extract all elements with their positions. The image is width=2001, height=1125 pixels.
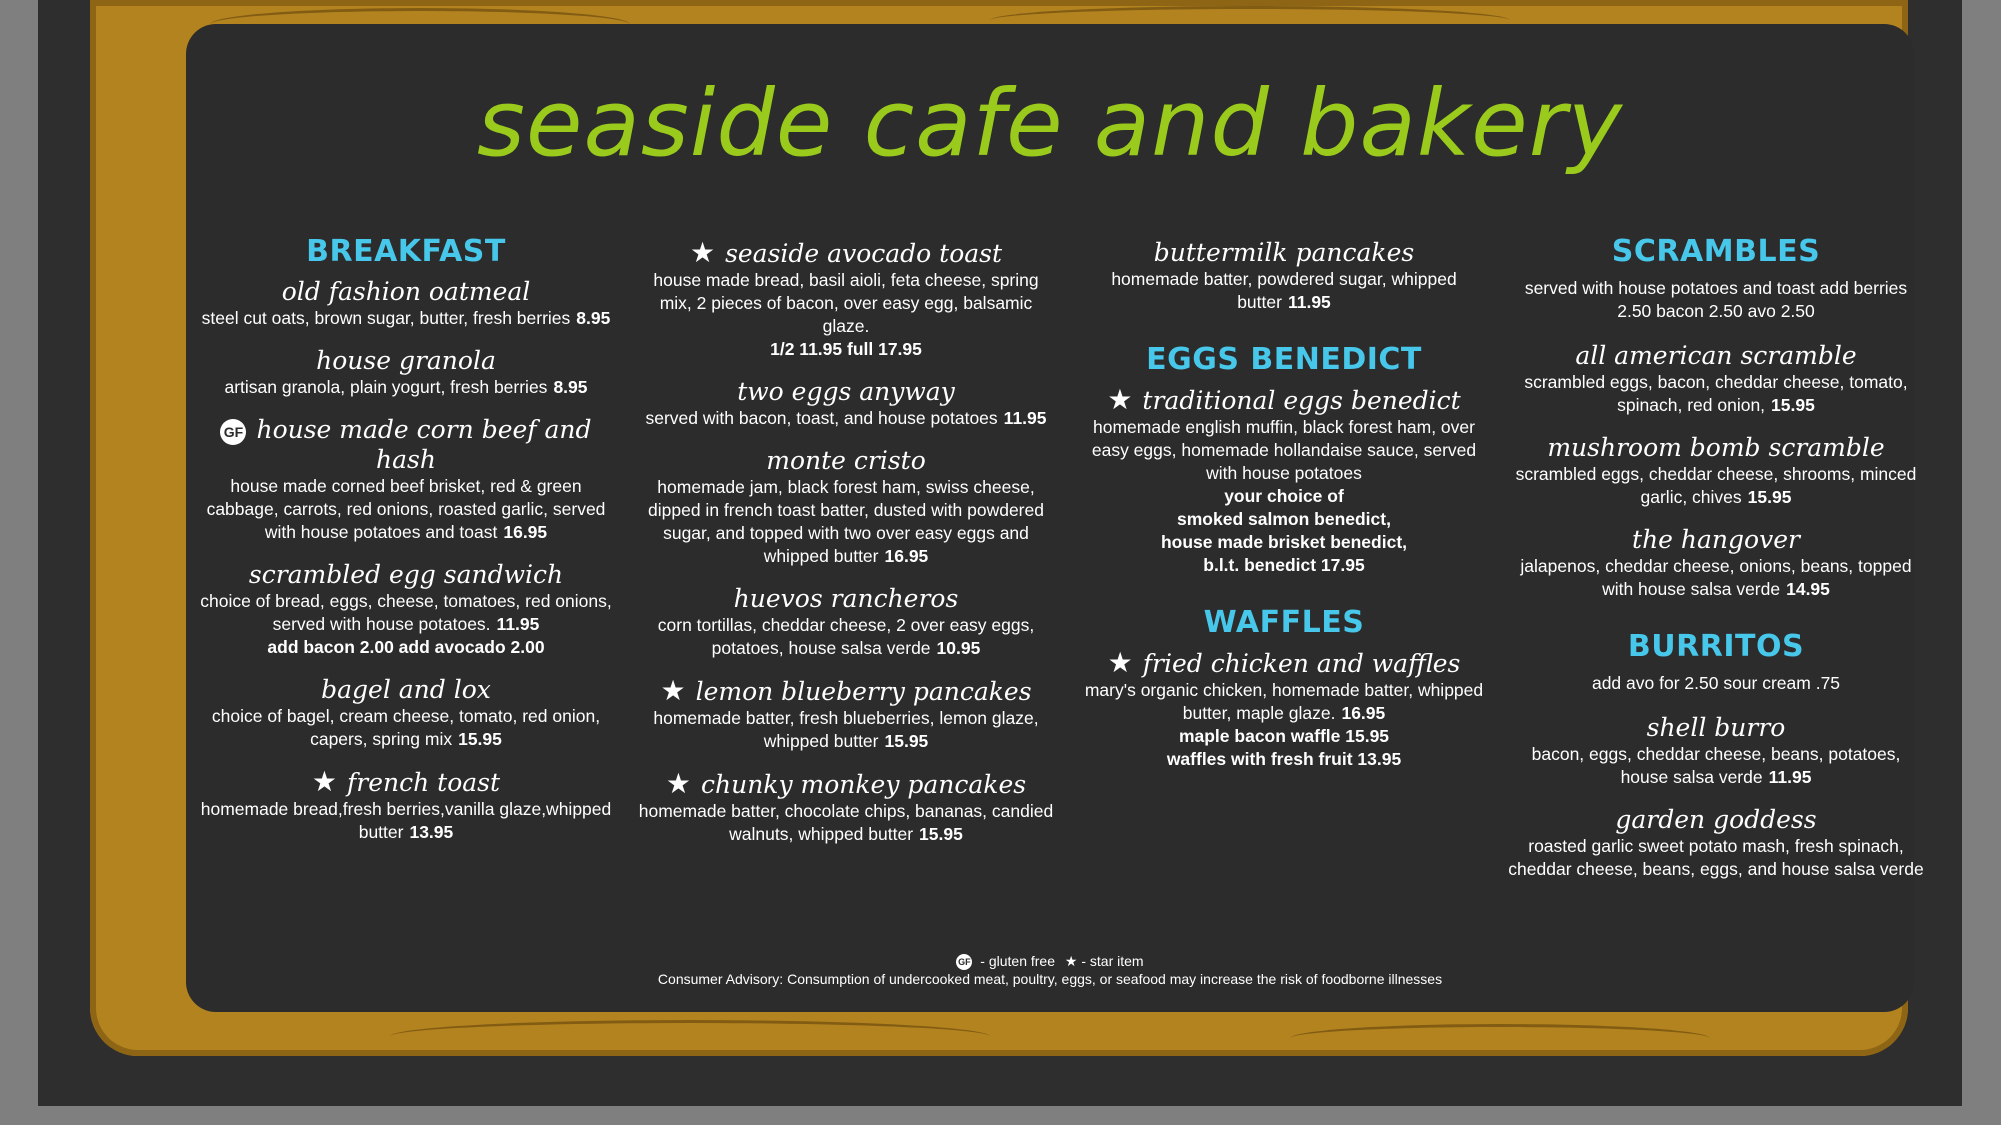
menu-item-price: 15.95 xyxy=(1771,395,1815,415)
menu-item-price: 14.95 xyxy=(1786,579,1830,599)
menu-section xyxy=(1074,605,1494,771)
star-icon: ★ xyxy=(660,674,686,707)
menu-item-description xyxy=(1506,555,1926,601)
menu-item-description xyxy=(196,376,616,399)
menu-item xyxy=(1506,525,1926,601)
menu-item xyxy=(1074,648,1494,771)
menu-item-description xyxy=(636,407,1056,430)
menu-item-name xyxy=(636,238,1056,269)
menu-item-price: 8.95 xyxy=(576,308,611,328)
menu-item-name xyxy=(1506,525,1926,555)
menu-item-price: 8.95 xyxy=(553,377,588,397)
menu-item xyxy=(196,767,616,844)
menu-footer xyxy=(186,952,1914,988)
menu-item-price: 15.95 xyxy=(458,729,502,749)
menu-item-price: 16.95 xyxy=(503,522,548,542)
section-note: add avo for 2.50 sour cream .75 xyxy=(1591,673,1841,693)
menu-item xyxy=(196,415,616,544)
menu-item-description xyxy=(636,614,1056,660)
menu-item xyxy=(196,675,616,751)
item-name-text: french toast xyxy=(347,768,501,797)
menu-item-name xyxy=(1074,238,1494,268)
menu-item-option: smoked salmon benedict, xyxy=(1177,509,1391,529)
menu-item-name xyxy=(196,346,616,376)
legend-gf-text: - gluten free xyxy=(980,953,1056,969)
menu-item xyxy=(1506,805,1926,881)
menu-item xyxy=(1506,341,1926,417)
menu-item-description xyxy=(1506,835,1926,881)
wood-grain xyxy=(390,1020,990,1053)
menu-item-description xyxy=(636,476,1056,568)
item-desc-text: mary's organic chicken, homemade batter, whipped butter, maple glaze. xyxy=(1084,680,1484,723)
menu-item-price: 10.95 xyxy=(936,638,981,658)
menu-item xyxy=(636,446,1056,568)
menu-item-option: b.l.t. benedict 17.95 xyxy=(1203,555,1365,575)
item-desc-text: homemade batter, powdered sugar, whipped butter xyxy=(1111,269,1457,312)
menu-section xyxy=(1074,238,1494,314)
menu-item-name xyxy=(196,675,616,705)
menu-item-description xyxy=(1074,268,1494,314)
menu-item-price: 11.95 xyxy=(1287,292,1331,312)
menu-section xyxy=(1074,342,1494,577)
menu-item xyxy=(636,377,1056,430)
item-name-text: lemon blueberry pancakes xyxy=(695,677,1032,706)
item-desc-text: house made bread, basil aioli, feta cheese, spring mix, 2 pieces of bacon, over easy egg, balsamic glaze. xyxy=(653,270,1039,336)
menu-column-2 xyxy=(636,238,1056,862)
star-icon: ★ xyxy=(665,767,691,800)
menu-item xyxy=(636,676,1056,753)
menu-item-name xyxy=(636,676,1056,707)
menu-item-description xyxy=(636,800,1056,846)
item-name-text: buttermilk pancakes xyxy=(1153,238,1415,267)
menu-item xyxy=(1074,238,1494,314)
item-name-text: scrambled egg sandwich xyxy=(248,560,564,589)
item-name-text: two eggs anyway xyxy=(737,377,955,406)
item-desc-text: homemade bread,fresh berries,vanilla glaze,whipped butter xyxy=(200,799,612,842)
menu-item-option: house made brisket benedict, xyxy=(1160,532,1408,552)
item-name-text: shell burro xyxy=(1646,713,1786,742)
wood-grain xyxy=(1290,1024,1710,1053)
item-desc-text: choice of bread, eggs, cheese, tomatoes, red onions, served with house potatoes. xyxy=(200,591,612,634)
menu-item-price: 11.95 xyxy=(1768,767,1812,787)
item-name-text: old fashion oatmeal xyxy=(281,277,531,306)
item-name-text: huevos rancheros xyxy=(733,584,959,613)
menu-item-price: 11.95 xyxy=(1003,408,1047,428)
menu-item-description xyxy=(1506,371,1926,417)
item-name-text: all american scramble xyxy=(1575,341,1857,370)
menu-item-addon: 1/2 11.95 full 17.95 xyxy=(770,339,922,359)
menu-item-description xyxy=(1506,463,1926,509)
menu-item-name xyxy=(196,767,616,798)
section-heading: WAFFLES xyxy=(1203,605,1365,640)
menu-item-name xyxy=(1074,385,1494,416)
menu-item-name xyxy=(636,446,1056,476)
menu-item-name xyxy=(1506,805,1926,835)
item-name-text: garden goddess xyxy=(1615,805,1817,834)
menu-item-description xyxy=(1074,416,1494,485)
item-desc-text: homemade batter, chocolate chips, bananas, candied walnuts, whipped butter xyxy=(638,801,1054,844)
menu-item-name xyxy=(636,584,1056,614)
star-icon: ★ xyxy=(311,765,338,798)
item-name-text: monte cristo xyxy=(766,446,926,475)
item-desc-text: steel cut oats, brown sugar, butter, fresh berries xyxy=(201,308,571,328)
menu-item-price: 15.95 xyxy=(884,731,929,751)
item-name-text: the hangover xyxy=(1632,525,1800,554)
menu-item-description xyxy=(636,707,1056,753)
menu-item-description xyxy=(196,590,616,636)
gluten-free-icon: GF xyxy=(220,419,246,445)
menu-item-price: 16.95 xyxy=(1341,703,1386,723)
section-note: served with house potatoes and toast add berries 2.50 bacon 2.50 avo 2.50 xyxy=(1524,278,1908,321)
menu-section xyxy=(196,234,616,844)
item-desc-text: house made corned beef brisket, red & green cabbage, carrots, red onions, roasted garlic, served with house potatoes and toast xyxy=(206,476,606,542)
star-icon: ★ xyxy=(1064,953,1078,969)
menu-page xyxy=(38,0,1962,1106)
menu-item xyxy=(1506,433,1926,509)
star-icon: ★ xyxy=(1107,383,1133,416)
menu-item-name xyxy=(196,277,616,307)
menu-item xyxy=(196,277,616,330)
menu-column-1 xyxy=(196,234,616,860)
menu-item-name xyxy=(1506,713,1926,743)
menu-item xyxy=(1074,385,1494,577)
menu-section xyxy=(1506,629,1926,881)
item-desc-text: homemade batter, fresh blueberries, lemon glaze, whipped butter xyxy=(653,708,1039,751)
star-icon: ★ xyxy=(1107,646,1133,679)
menu-item xyxy=(636,238,1056,361)
item-desc-text: choice of bagel, cream cheese, tomato, red onion, capers, spring mix xyxy=(211,706,601,749)
section-heading: SCRAMBLES xyxy=(1611,234,1821,269)
wooden-frame xyxy=(90,0,1924,1056)
item-name-text: chunky monkey pancakes xyxy=(701,770,1027,799)
menu-title: seaside cafe and bakery xyxy=(476,70,1624,177)
section-heading: EGGS BENEDICT xyxy=(1146,342,1422,377)
item-desc-text: jalapenos, cheddar cheese, onions, beans, topped with house salsa verde xyxy=(1520,556,1912,599)
menu-item-addon: add bacon 2.00 add avocado 2.00 xyxy=(267,637,545,657)
item-name-text: traditional eggs benedict xyxy=(1142,386,1461,415)
menu-item-name xyxy=(196,560,616,590)
menu-item-price: 15.95 xyxy=(1747,487,1792,507)
menu-column-3 xyxy=(1074,238,1494,787)
menu-item-name xyxy=(1506,433,1926,463)
consumer-advisory: Consumer Advisory: Consumption of undercooked meat, poultry, eggs, or seafood may increase the risk of foodborne illnesses xyxy=(657,971,1443,988)
item-desc-text: corn tortillas, cheddar cheese, 2 over easy eggs, potatoes, house salsa verde xyxy=(657,615,1035,658)
menu-column-4 xyxy=(1506,234,1926,897)
item-desc-text: served with bacon, toast, and house potatoes xyxy=(645,408,998,428)
menu-item-option: your choice of xyxy=(1224,486,1344,506)
star-icon: ★ xyxy=(689,236,716,269)
item-name-text: seaside avocado toast xyxy=(725,239,1003,268)
item-name-text: fried chicken and waffles xyxy=(1142,649,1461,678)
menu-item-name xyxy=(1506,341,1926,371)
menu-item-description xyxy=(196,307,616,330)
item-name-text: bagel and lox xyxy=(321,675,491,704)
menu-item-price: 15.95 xyxy=(919,824,963,844)
menu-item-description xyxy=(636,269,1056,338)
item-desc-text: scrambled eggs, bacon, cheddar cheese, tomato, spinach, red onion, xyxy=(1524,372,1908,415)
legend xyxy=(186,952,1914,970)
item-desc-text: homemade jam, black forest ham, swiss cheese, dipped in french toast batter, dusted with powdered sugar, and topped with two over easy eggs and whipped butter xyxy=(648,477,1044,566)
menu-item xyxy=(636,584,1056,660)
item-name-text: house granola xyxy=(316,346,496,375)
section-heading: BREAKFAST xyxy=(306,234,506,269)
menu-item-price: 13.95 xyxy=(409,822,454,842)
menu-item-option: maple bacon waffle 15.95 xyxy=(1178,726,1390,746)
menu-item-price: 11.95 xyxy=(496,614,540,634)
menu-item-description xyxy=(196,475,616,544)
item-desc-text: homemade english muffin, black forest ham, over easy eggs, homemade hollandaise sauce, served with house potatoes xyxy=(1091,417,1477,483)
menu-item-description xyxy=(1506,743,1926,789)
menu-item-description xyxy=(196,798,616,844)
menu-item xyxy=(1506,713,1926,789)
item-desc-text: artisan granola, plain yogurt, fresh berries xyxy=(224,377,548,397)
menu-item xyxy=(196,560,616,659)
item-desc-text: scrambled eggs, cheddar cheese, shrooms, minced garlic, chives xyxy=(1515,464,1917,507)
menu-item-description xyxy=(1074,679,1494,725)
menu-section xyxy=(1506,234,1926,601)
gluten-free-icon: GF xyxy=(956,954,972,970)
menu-item-option: waffles with fresh fruit 13.95 xyxy=(1166,749,1402,769)
menu-item xyxy=(636,769,1056,846)
menu-item-description xyxy=(196,705,616,751)
chalkboard xyxy=(186,24,1924,1012)
menu-item xyxy=(196,346,616,399)
item-desc-text: bacon, eggs, cheddar cheese, beans, potatoes, house salsa verde xyxy=(1531,744,1901,787)
menu-item-name xyxy=(196,415,616,475)
menu-item-name xyxy=(636,769,1056,800)
item-name-text: mushroom bomb scramble xyxy=(1547,433,1885,462)
section-heading: BURRITOS xyxy=(1627,629,1805,664)
menu-item-name xyxy=(636,377,1056,407)
item-desc-text: roasted garlic sweet potato mash, fresh spinach, cheddar cheese, beans, eggs, and house salsa verde xyxy=(1508,836,1924,879)
menu-section xyxy=(636,238,1056,846)
item-name-text: house made corn beef and hash xyxy=(256,415,592,474)
menu-item-price: 16.95 xyxy=(884,546,929,566)
menu-item-name xyxy=(1074,648,1494,679)
legend-star-text: - star item xyxy=(1081,953,1144,969)
